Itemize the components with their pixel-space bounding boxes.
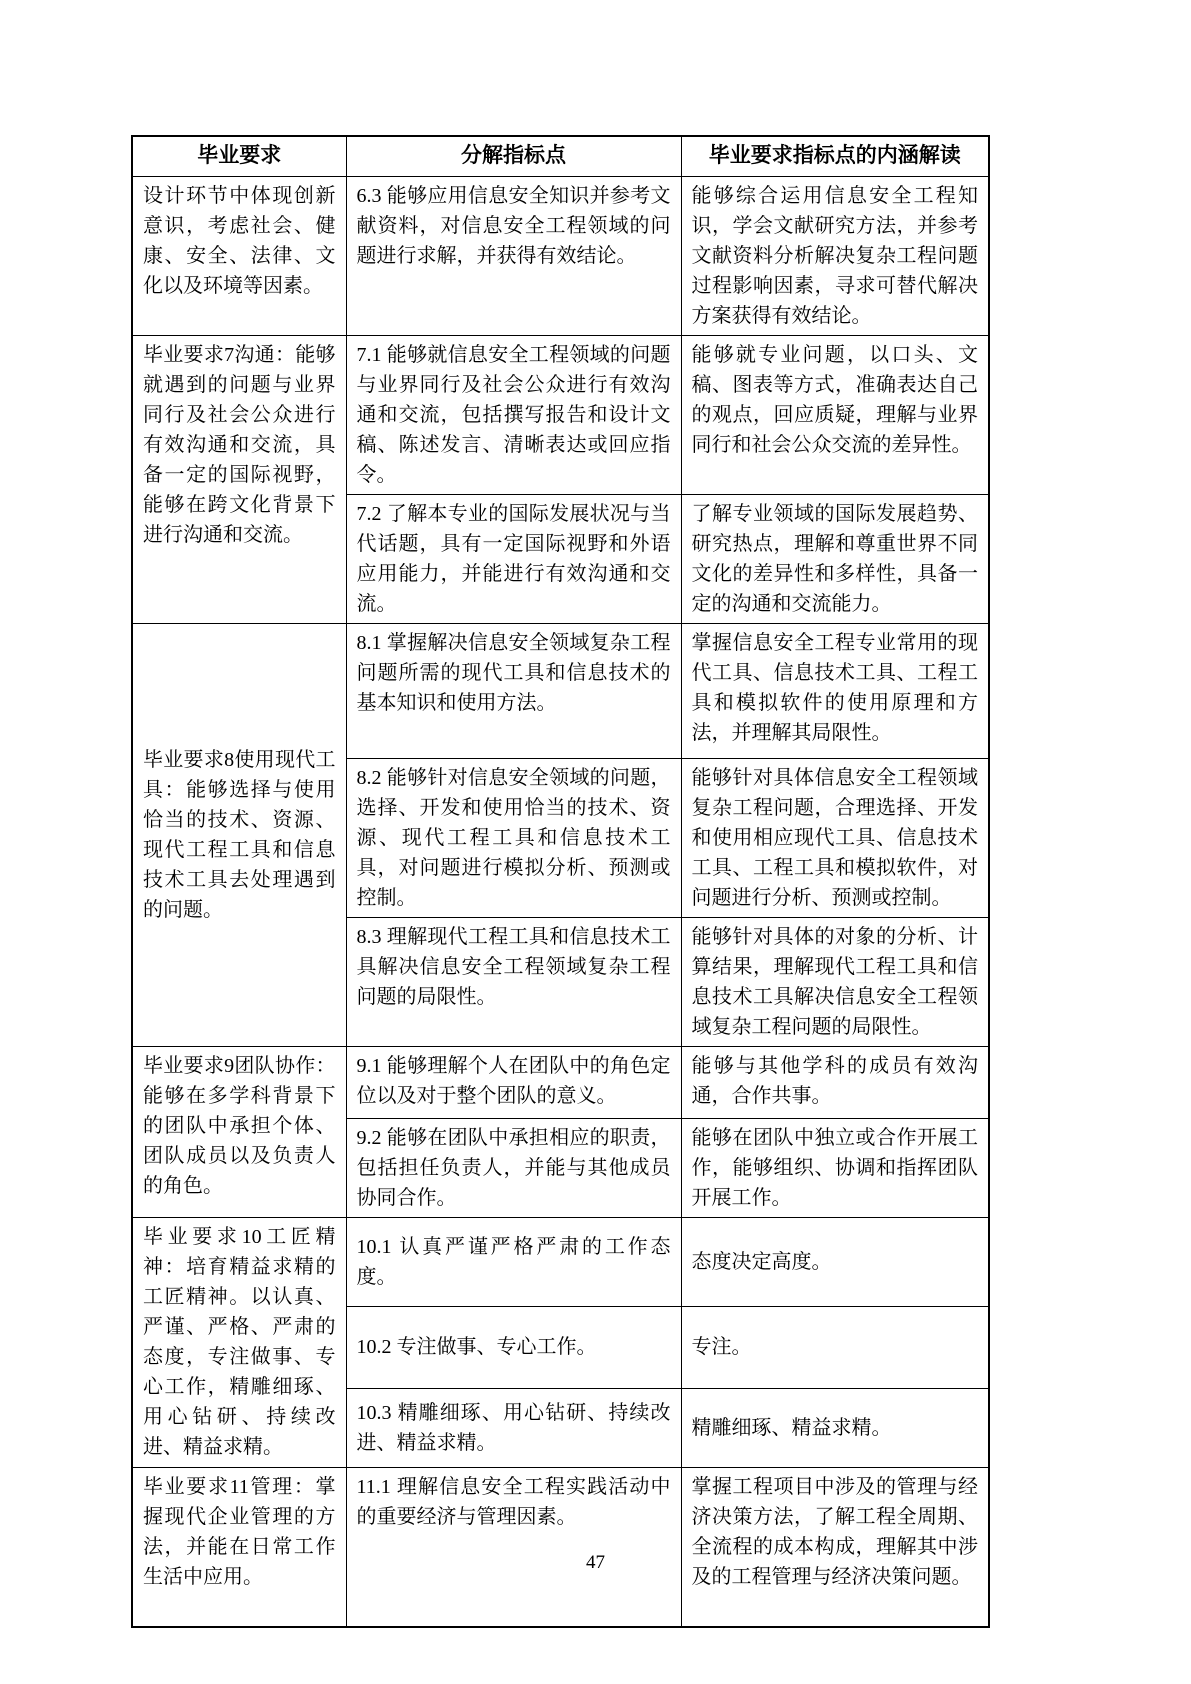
interpretation-cell: 能够在团队中独立或合作开展工作，能够组织、协调和指挥团队开展工作。 — [681, 1118, 989, 1217]
interpretation-cell: 能够针对具体的对象的分析、计算结果，理解现代工程工具和信息技术工具解决信息安全工程领域复杂工程问题的局限性。 — [681, 917, 989, 1046]
interpretation-cell: 专注。 — [681, 1306, 989, 1388]
requirement-cell: 设计环节中体现创新意识，考虑社会、健康、安全、法律、文化以及环境等因素。 — [132, 176, 346, 335]
header-graduation-requirement: 毕业要求 — [132, 136, 346, 176]
requirement-cell: 毕业要求8使用现代工具：能够选择与使用恰当的技术、资源、现代工程工具和信息技术工具去处理遇到的问题。 — [132, 623, 346, 1046]
indicator-cell: 7.2 了解本专业的国际发展状况与当代话题，具有一定国际视野和外语应用能力，并能进行有效沟通和交流。 — [346, 494, 681, 623]
interpretation-cell: 精雕细琢、精益求精。 — [681, 1388, 989, 1467]
table-row — [132, 176, 989, 335]
indicator-cell: 7.1 能够就信息安全工程领域的问题与业界同行及社会公众进行有效沟通和交流，包括撰写报告和设计文稿、陈述发言、清晰表达或回应指令。 — [346, 335, 681, 494]
indicator-cell: 8.2 能够针对信息安全领域的问题，选择、开发和使用恰当的技术、资源、现代工程工具和信息技术工具，对问题进行模拟分析、预测或控制。 — [346, 758, 681, 917]
indicator-cell: 8.1 掌握解决信息安全领域复杂工程问题所需的现代工具和信息技术的基本知识和使用方法。 — [346, 623, 681, 758]
requirement-cell: 毕业要求7沟通：能够就遇到的问题与业界同行及社会公众进行有效沟通和交流，具备一定的国际视野，能够在跨文化背景下进行沟通和交流。 — [132, 335, 346, 623]
interpretation-cell: 能够综合运用信息安全工程知识，学会文献研究方法，并参考文献资料分析解决复杂工程问题过程影响因素，寻求可替代解决方案获得有效结论。 — [681, 176, 989, 335]
table-row — [132, 1467, 989, 1627]
requirement-cell: 毕业要求11管理：掌握现代企业管理的方法，并能在日常工作生活中应用。 — [132, 1467, 346, 1627]
table-row — [132, 623, 989, 758]
page-number: 47 — [586, 1552, 605, 1573]
interpretation-cell: 能够与其他学科的成员有效沟通，合作共事。 — [681, 1046, 989, 1118]
interpretation-cell: 态度决定高度。 — [681, 1217, 989, 1306]
header-indicator-point: 分解指标点 — [346, 136, 681, 176]
interpretation-cell: 掌握信息安全工程专业常用的现代工具、信息技术工具、工程工具和模拟软件的使用原理和方法，并理解其局限性。 — [681, 623, 989, 758]
indicator-cell: 10.2 专注做事、专心工作。 — [346, 1306, 681, 1388]
interpretation-cell: 掌握工程项目中涉及的管理与经济决策方法，了解工程全周期、全流程的成本构成，理解其中涉及的工程管理与经济决策问题。 — [681, 1467, 989, 1627]
header-interpretation: 毕业要求指标点的内涵解读 — [681, 136, 989, 176]
table-row — [132, 335, 989, 494]
indicator-cell: 11.1 理解信息安全工程实践活动中的重要经济与管理因素。 — [346, 1467, 681, 1627]
interpretation-cell: 能够针对具体信息安全工程领域复杂工程问题，合理选择、开发和使用相应现代工具、信息技术工具、工程工具和模拟软件，对问题进行分析、预测或控制。 — [681, 758, 989, 917]
indicator-cell: 8.3 理解现代工程工具和信息技术工具解决信息安全工程领域复杂工程问题的局限性。 — [346, 917, 681, 1046]
graduation-requirements-table — [131, 135, 990, 1628]
table-row — [132, 1217, 989, 1306]
requirement-cell: 毕业要求10工匠精神：培育精益求精的工匠精神。以认真、严谨、严格、严肃的态度，专注做事、专心工作，精雕细琢、用心钻研、持续改进、精益求精。 — [132, 1217, 346, 1467]
indicator-cell: 6.3 能够应用信息安全知识并参考文献资料，对信息安全工程领域的问题进行求解，并获得有效结论。 — [346, 176, 681, 335]
requirement-cell: 毕业要求9团队协作：能够在多学科背景下的团队中承担个体、团队成员以及负责人的角色。 — [132, 1046, 346, 1217]
indicator-cell: 10.3 精雕细琢、用心钻研、持续改进、精益求精。 — [346, 1388, 681, 1467]
indicator-cell: 9.2 能够在团队中承担相应的职责，包括担任负责人，并能与其他成员协同合作。 — [346, 1118, 681, 1217]
interpretation-cell: 了解专业领域的国际发展趋势、研究热点，理解和尊重世界不同文化的差异性和多样性，具备一定的沟通和交流能力。 — [681, 494, 989, 623]
indicator-cell: 10.1 认真严谨严格严肃的工作态度。 — [346, 1217, 681, 1306]
table-header-row — [132, 136, 989, 176]
table-row — [132, 1046, 989, 1118]
indicator-cell: 9.1 能够理解个人在团队中的角色定位以及对于整个团队的意义。 — [346, 1046, 681, 1118]
interpretation-cell: 能够就专业问题，以口头、文稿、图表等方式，准确表达自己的观点，回应质疑，理解与业界同行和社会公众交流的差异性。 — [681, 335, 989, 494]
